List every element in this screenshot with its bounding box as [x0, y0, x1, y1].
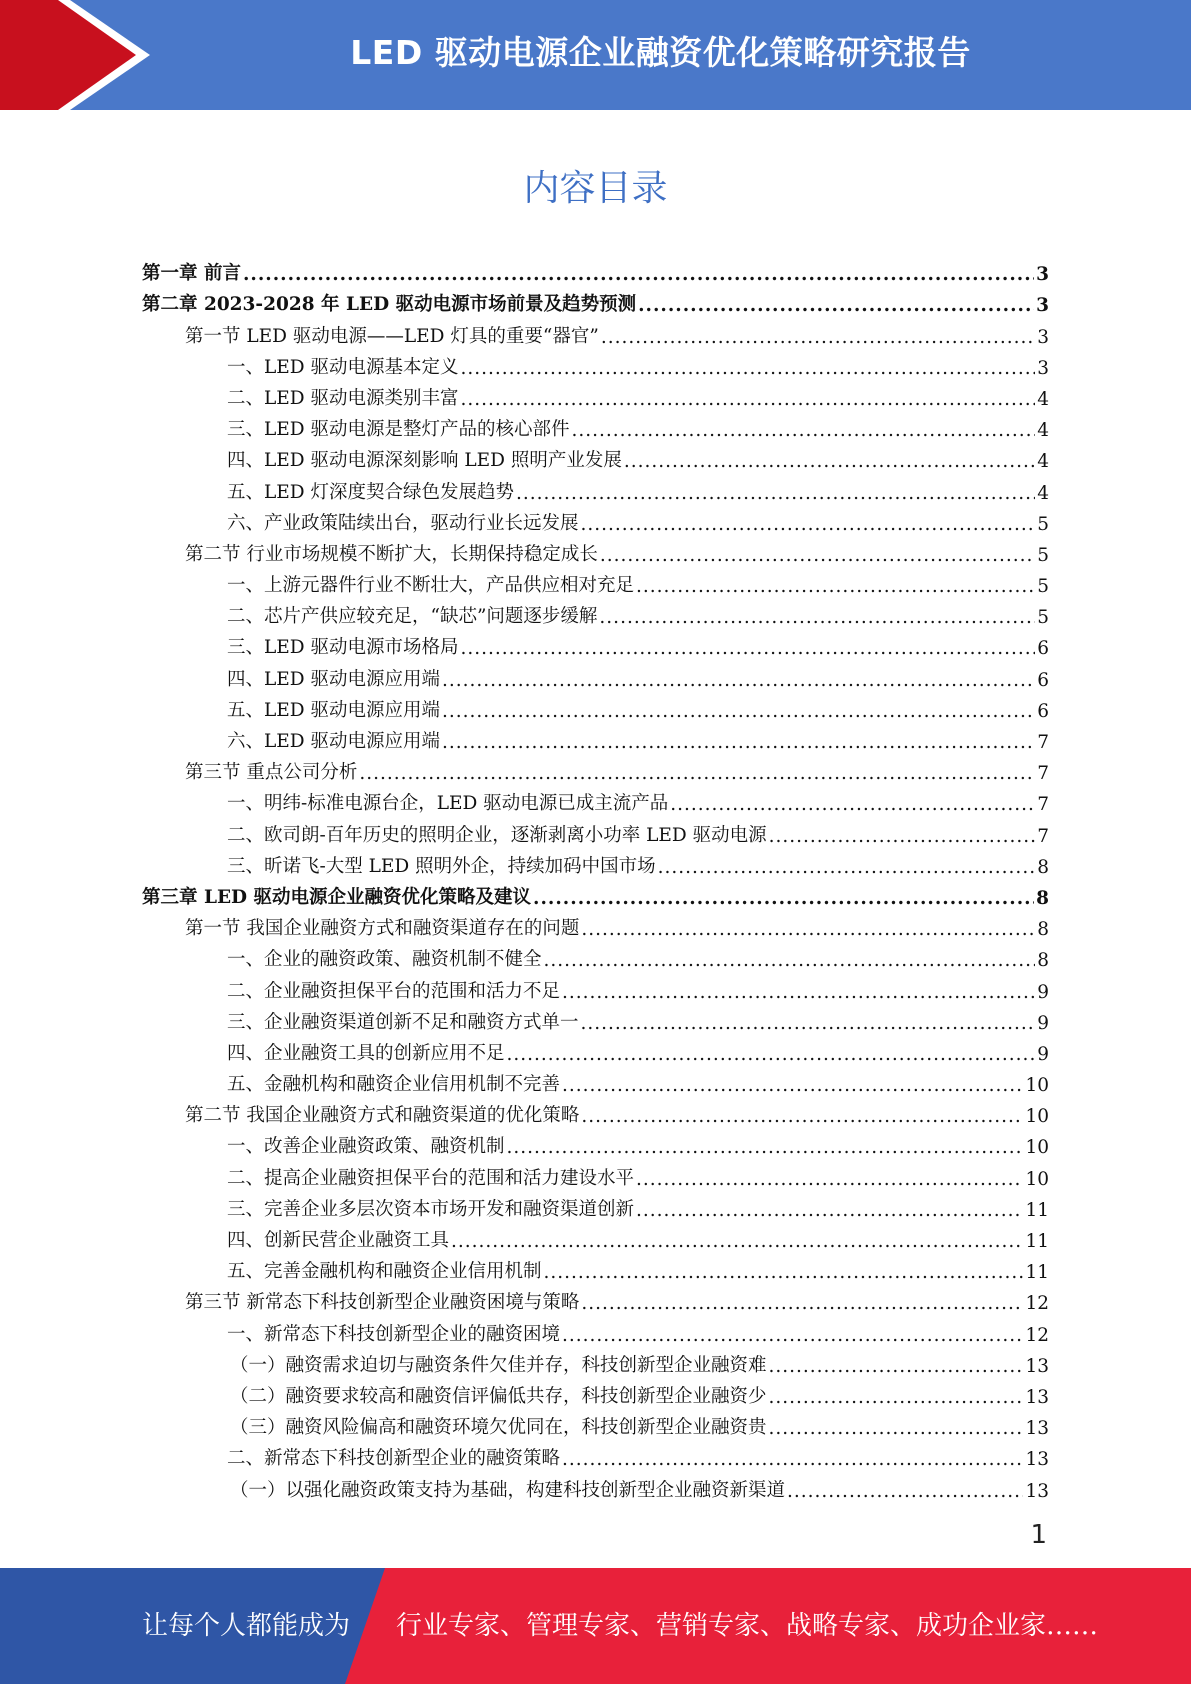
toc-entry[interactable]	[142, 566, 1049, 597]
toc-entry-title: 五、LED 灯深度契合绿色发展趋势	[227, 481, 515, 503]
toc-entry-title: 四、LED 驱动电源应用端	[227, 668, 441, 690]
toc-entry-title: 二、芯片产供应较充足，“缺芯”问题逐步缓解	[227, 606, 598, 628]
toc-entry[interactable]	[142, 1158, 1049, 1189]
toc-entry[interactable]	[142, 535, 1049, 566]
toc-entry-title: 五、完善金融机构和融资企业信用机制	[227, 1261, 542, 1283]
toc-entry[interactable]	[142, 940, 1049, 971]
toc-entry-title: 第一节 LED 驱动电源——LED 灯具的重要“器官”	[185, 325, 599, 347]
toc-entry[interactable]	[142, 815, 1049, 846]
toc-entry-page: 7	[1037, 794, 1049, 816]
toc-heading: 内容目录	[523, 168, 668, 209]
toc-entry[interactable]	[142, 784, 1049, 815]
toc-entry-title: 六、产业政策陆续出台，驱动行业长远发展	[227, 512, 579, 534]
toc-entry-title: （二）融资要求较高和融资信评偏低共存，科技创新型企业融资少	[230, 1385, 767, 1407]
toc-entry-page: 6	[1037, 700, 1049, 722]
toc-entry-title: 一、LED 驱动电源基本定义	[227, 356, 459, 378]
toc-leader-dots	[562, 1449, 1023, 1470]
toc-leader-dots	[658, 857, 1036, 878]
toc-leader-dots	[638, 295, 1034, 316]
toc-entry-title: 二、新常态下科技创新型企业的融资策略	[227, 1448, 561, 1470]
toc-leader-dots	[769, 1387, 1024, 1408]
toc-entry-title: 一、新常态下科技创新型企业的融资困境	[227, 1323, 561, 1345]
toc-entry-title: （一）以强化融资政策支持为基础，构建科技创新型企业融资新渠道	[230, 1479, 786, 1501]
page-footer	[0, 1568, 1191, 1684]
toc-leader-dots	[544, 950, 1036, 971]
toc-entry[interactable]	[142, 1096, 1049, 1127]
toc-entry[interactable]	[142, 909, 1049, 940]
toc-entry-title: 第二节 我国企业融资方式和融资渠道的优化策略	[185, 1105, 580, 1127]
toc-entry[interactable]	[142, 441, 1049, 472]
toc-entry-title: 三、企业融资渠道创新不足和融资方式单一	[227, 1011, 579, 1033]
toc-entry-page: 5	[1037, 607, 1049, 629]
toc-entry-title: 二、企业融资担保平台的范围和活力不足	[227, 980, 561, 1002]
toc-entry[interactable]	[142, 659, 1049, 690]
toc-leader-dots	[581, 919, 1035, 940]
toc-entry[interactable]	[142, 1003, 1049, 1034]
toc-leader-dots	[769, 1418, 1024, 1439]
toc-leader-dots	[636, 576, 1035, 597]
toc-leader-dots	[769, 1356, 1024, 1377]
toc-entry-page: 13	[1025, 1480, 1049, 1502]
toc-entry-title: （三）融资风险偏高和融资环境欠优同在，科技创新型企业融资贵	[230, 1417, 767, 1439]
toc-entry-title: 四、创新民营企业融资工具	[227, 1230, 450, 1251]
toc-entry-title: 四、企业融资工具的创新应用不足	[227, 1042, 505, 1064]
toc-leader-dots	[533, 888, 1034, 909]
toc-leader-dots	[451, 1231, 1023, 1252]
toc-entry-title: 第三节 新常态下科技创新型企业融资困境与策略	[185, 1292, 580, 1314]
toc-entry-title: 第三章 LED 驱动电源企业融资优化策略及建议	[142, 886, 532, 908]
toc-entry-page: 6	[1037, 669, 1049, 691]
toc-entry-title: （一）融资需求迫切与融资条件欠佳并存，科技创新型企业融资难	[230, 1354, 767, 1376]
toc-leader-dots	[581, 1293, 1023, 1314]
toc-entry[interactable]	[142, 1190, 1049, 1221]
toc-entry-page: 3	[1036, 295, 1049, 317]
toc-leader-dots	[670, 794, 1035, 815]
toc-entry-title: 一、上游元器件行业不断壮大，产品供应相对充足	[227, 575, 635, 597]
toc-entry-page: 11	[1025, 1231, 1049, 1252]
toc-entry[interactable]	[142, 348, 1049, 379]
toc-leader-dots	[581, 1013, 1036, 1034]
toc-entry[interactable]	[142, 1283, 1049, 1314]
toc-entry-page: 4	[1037, 482, 1049, 504]
toc-entry[interactable]	[142, 1314, 1049, 1345]
toc-entry-title: 三、完善企业多层次资本市场开发和融资渠道创新	[227, 1198, 635, 1220]
toc-entry-title: 第二节 行业市场规模不断扩大，长期保持稳定成长	[185, 543, 598, 565]
toc-entry-title: 二、欧司朗-百年历史的照明企业，逐渐剥离小功率 LED 驱动电源	[227, 824, 767, 846]
toc-entry[interactable]	[142, 691, 1049, 722]
toc-entry-title: 五、LED 驱动电源应用端	[227, 699, 441, 721]
toc-leader-dots	[461, 358, 1036, 379]
toc-entry-page: 7	[1037, 763, 1049, 785]
table-of-contents	[142, 254, 1049, 1502]
toc-entry-page: 9	[1037, 981, 1049, 1003]
toc-leader-dots	[562, 982, 1035, 1003]
toc-leader-dots	[243, 264, 1034, 285]
toc-leader-dots	[442, 701, 1035, 722]
toc-leader-dots	[461, 389, 1036, 410]
toc-entry[interactable]	[142, 1221, 1049, 1252]
toc-entry[interactable]	[142, 1377, 1049, 1408]
footer-slogan-left: 让每个人都能成为	[142, 1611, 351, 1641]
toc-leader-dots	[507, 1044, 1036, 1065]
toc-entry-page: 10	[1025, 1106, 1049, 1128]
toc-entry-page: 7	[1037, 825, 1049, 847]
toc-entry-title: 第二章 2023-2028 年 LED 驱动电源市场前景及趋势预测	[142, 294, 637, 316]
toc-entry[interactable]	[142, 1252, 1049, 1283]
toc-entry-title: 一、明纬-标准电源台企，LED 驱动电源已成主流产品	[227, 793, 669, 815]
toc-entry[interactable]	[142, 597, 1049, 628]
toc-entry-page: 3	[1037, 357, 1049, 379]
toc-leader-dots	[599, 607, 1035, 628]
toc-entry[interactable]	[142, 878, 1049, 909]
toc-leader-dots	[359, 763, 1035, 784]
toc-entry[interactable]	[142, 410, 1049, 441]
toc-entry[interactable]	[142, 1034, 1049, 1065]
toc-entry[interactable]	[142, 379, 1049, 410]
toc-entry-page: 8	[1037, 856, 1049, 878]
toc-entry-page: 7	[1037, 732, 1049, 753]
toc-entry[interactable]	[142, 285, 1049, 316]
toc-entry-title: 一、改善企业融资政策、融资机制	[227, 1136, 505, 1158]
toc-entry-title: 三、LED 驱动电源是整灯产品的核心部件	[227, 419, 570, 441]
toc-entry-title: 五、金融机构和融资企业信用机制不完善	[227, 1074, 561, 1096]
toc-entry-page: 4	[1037, 388, 1049, 410]
toc-entry[interactable]	[142, 254, 1049, 285]
toc-leader-dots	[601, 327, 1035, 348]
toc-entry-page: 10	[1025, 1168, 1049, 1190]
toc-entry-page: 9	[1037, 1012, 1049, 1034]
toc-leader-dots	[507, 1137, 1024, 1158]
toc-entry-title: 三、昕诺飞-大型 LED 照明外企，持续加码中国市场	[227, 855, 656, 877]
toc-entry-page: 10	[1025, 1075, 1049, 1097]
toc-entry-page: 11	[1025, 1199, 1049, 1221]
report-title: LED 驱动电源企业融资优化策略研究报告	[350, 33, 971, 72]
toc-entry-page: 13	[1025, 1386, 1049, 1408]
toc-entry[interactable]	[142, 1065, 1049, 1096]
toc-entry[interactable]	[142, 316, 1049, 347]
toc-entry-page: 8	[1037, 950, 1049, 972]
toc-entry[interactable]	[142, 628, 1049, 659]
toc-entry[interactable]	[142, 1346, 1049, 1377]
toc-entry-title: 三、LED 驱动电源市场格局	[227, 637, 459, 659]
toc-entry-page: 11	[1025, 1262, 1049, 1284]
toc-entry-page: 3	[1037, 326, 1049, 348]
toc-leader-dots	[624, 451, 1035, 472]
toc-leader-dots	[442, 732, 1035, 753]
toc-entry-page: 8	[1036, 887, 1049, 909]
toc-entry-title: 第三节 重点公司分析	[185, 762, 358, 784]
page-number: 1	[1030, 1520, 1047, 1550]
toc-leader-dots	[581, 514, 1036, 535]
toc-leader-dots	[581, 1106, 1023, 1127]
toc-entry-title: 第一章 前言	[142, 263, 241, 285]
toc-entry[interactable]	[142, 1439, 1049, 1470]
toc-entry[interactable]	[142, 971, 1049, 1002]
toc-entry-page: 9	[1037, 1043, 1049, 1065]
toc-entry-title: 六、LED 驱动电源应用端	[227, 731, 441, 752]
toc-entry-page: 5	[1037, 576, 1049, 598]
toc-entry-title: 二、LED 驱动电源类别丰富	[227, 387, 459, 409]
toc-entry-page: 12	[1025, 1324, 1049, 1346]
toc-leader-dots	[442, 670, 1035, 691]
toc-entry-title: 四、LED 驱动电源深刻影响 LED 照明产业发展	[227, 450, 622, 472]
toc-entry-page: 13	[1025, 1449, 1049, 1471]
toc-entry-page: 13	[1025, 1418, 1049, 1440]
toc-leader-dots	[544, 1262, 1024, 1283]
toc-leader-dots	[787, 1481, 1023, 1502]
toc-entry[interactable]	[142, 1408, 1049, 1439]
page-header	[0, 0, 1191, 110]
toc-leader-dots	[600, 545, 1035, 566]
toc-leader-dots	[572, 420, 1036, 441]
toc-entry-page: 5	[1037, 544, 1049, 566]
toc-leader-dots	[562, 1325, 1023, 1346]
toc-entry-title: 第一节 我国企业融资方式和融资渠道存在的问题	[185, 918, 580, 940]
toc-entry[interactable]	[142, 1127, 1049, 1158]
toc-entry-page: 3	[1036, 264, 1049, 286]
toc-entry-page: 10	[1025, 1137, 1049, 1159]
toc-leader-dots	[461, 638, 1036, 659]
toc-entry[interactable]	[142, 722, 1049, 753]
toc-leader-dots	[636, 1169, 1023, 1190]
toc-entry-title: 二、提高企业融资担保平台的范围和活力建设水平	[227, 1167, 635, 1189]
toc-entry-page: 12	[1025, 1293, 1049, 1315]
toc-entry-page: 4	[1037, 451, 1049, 473]
toc-entry-page: 5	[1037, 513, 1049, 535]
toc-leader-dots	[636, 1200, 1023, 1221]
toc-entry[interactable]	[142, 1470, 1049, 1501]
toc-entry-page: 13	[1025, 1355, 1049, 1377]
toc-entry-title: 一、企业的融资政策、融资机制不健全	[227, 949, 542, 971]
toc-leader-dots	[769, 826, 1036, 847]
toc-leader-dots	[516, 483, 1035, 504]
toc-entry-page: 4	[1037, 420, 1049, 442]
toc-entry[interactable]	[142, 753, 1049, 784]
toc-entry-page: 8	[1037, 919, 1049, 941]
toc-leader-dots	[562, 1075, 1023, 1096]
toc-entry[interactable]	[142, 472, 1049, 503]
footer-slogan-right: 行业专家、管理专家、营销专家、战略专家、成功企业家……	[396, 1611, 1099, 1641]
toc-entry-page: 6	[1037, 638, 1049, 660]
toc-entry[interactable]	[142, 504, 1049, 535]
toc-entry[interactable]	[142, 847, 1049, 878]
